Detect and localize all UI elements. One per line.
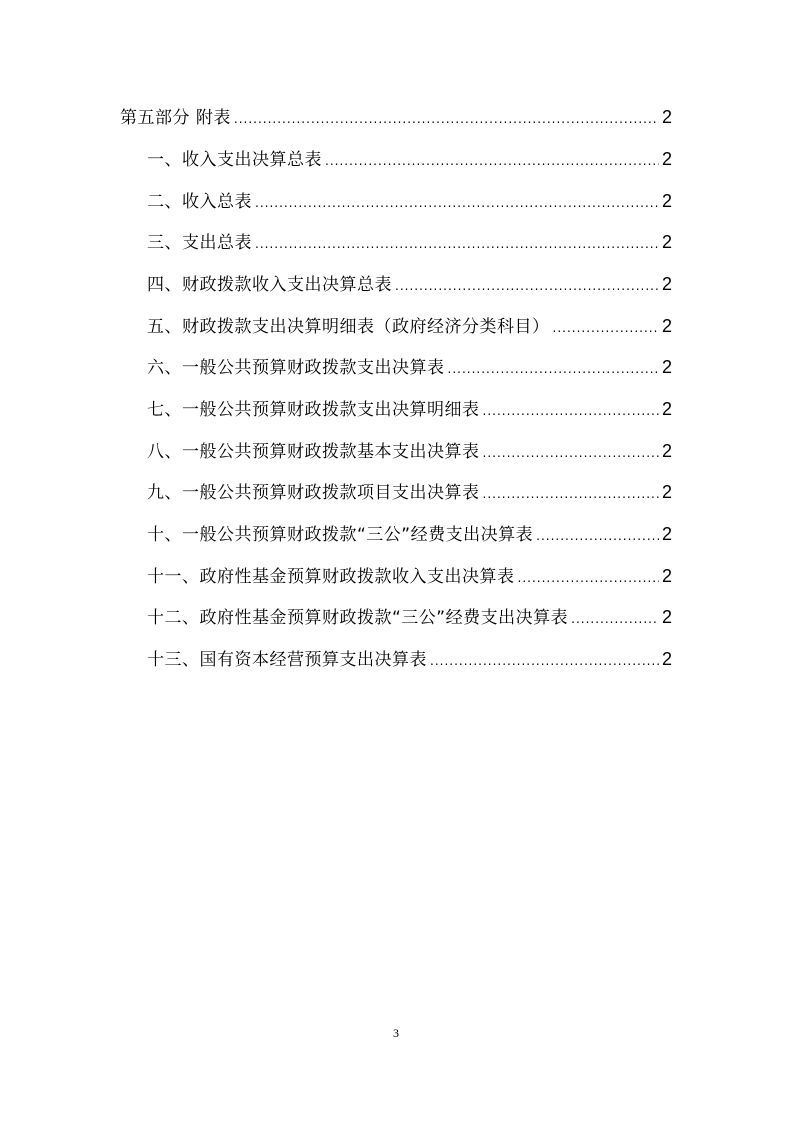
toc-dot-leader [483, 440, 659, 466]
page-number: 3 [393, 1026, 399, 1040]
toc-entry-label: 五、财政拨款支出决算明细表（政府经济分类科目） [147, 317, 550, 337]
toc-entry-page: 2 [661, 482, 672, 502]
toc-dot-leader [483, 398, 659, 424]
toc-entry-label: 十二、政府性基金预算财政拨款“三公”经费支出决算表 [147, 608, 569, 628]
toc-entry-page: 2 [661, 316, 672, 336]
toc-entry-page: 2 [661, 399, 672, 419]
toc-entry-page: 2 [661, 232, 672, 252]
toc-dot-leader [255, 190, 659, 216]
toc-entry-13[interactable] [147, 646, 672, 672]
toc-entry-5[interactable] [147, 313, 672, 339]
toc-entry-9[interactable] [147, 479, 672, 505]
toc-entry-part-five[interactable] [120, 104, 672, 130]
toc-entry-6[interactable] [147, 354, 672, 380]
toc-dot-leader [448, 356, 659, 382]
toc-entry-3[interactable] [147, 229, 672, 255]
toc-dot-leader [430, 648, 659, 674]
toc-entry-label: 十三、国有资本经营预算支出决算表 [147, 650, 427, 670]
toc-entry-1[interactable] [147, 146, 672, 172]
toc-entry-label: 十一、政府性基金预算财政拨款收入支出决算表 [147, 567, 515, 587]
toc-entry-page: 2 [661, 607, 672, 627]
toc-dot-leader [518, 565, 659, 591]
toc-entry-page: 2 [661, 566, 672, 586]
toc-entry-label: 第五部分 附表 [120, 108, 231, 128]
toc-dot-leader [483, 481, 659, 507]
toc-dot-leader [395, 273, 659, 299]
toc-entry-page: 2 [661, 649, 672, 669]
toc-entry-label: 二、收入总表 [147, 192, 252, 212]
toc-dot-leader [571, 606, 659, 632]
toc-entry-page: 2 [661, 524, 672, 544]
toc-dot-leader [553, 315, 659, 341]
toc-entry-12[interactable] [147, 604, 672, 630]
toc-entry-page: 2 [661, 107, 672, 127]
toc-entry-11[interactable] [147, 563, 672, 589]
toc-entry-label: 六、一般公共预算财政拨款支出决算表 [147, 358, 445, 378]
toc-entry-page: 2 [661, 191, 672, 211]
toc-entry-page: 2 [661, 149, 672, 169]
toc-entry-label: 一、收入支出决算总表 [147, 150, 322, 170]
toc-dot-leader [255, 231, 659, 257]
toc-entry-2[interactable] [147, 188, 672, 214]
toc-entry-page: 2 [661, 441, 672, 461]
toc-dot-leader [234, 106, 659, 132]
toc-entry-label: 七、一般公共预算财政拨款支出决算明细表 [147, 400, 480, 420]
toc-entry-label: 八、一般公共预算财政拨款基本支出决算表 [147, 442, 480, 462]
toc-entry-label: 九、一般公共预算财政拨款项目支出决算表 [147, 483, 480, 503]
toc-entry-page: 2 [661, 357, 672, 377]
toc-entry-page: 2 [661, 274, 672, 294]
toc-entry-label: 四、财政拨款收入支出决算总表 [147, 275, 392, 295]
toc-entry-10[interactable] [147, 521, 672, 547]
toc-entry-label: 十、一般公共预算财政拨款“三公”经费支出决算表 [147, 525, 534, 545]
toc-dot-leader [536, 523, 659, 549]
toc-entry-8[interactable] [147, 438, 672, 464]
toc-entry-label: 三、支出总表 [147, 233, 252, 253]
toc-entry-7[interactable] [147, 396, 672, 422]
toc-dot-leader [325, 148, 659, 174]
toc-entry-4[interactable] [147, 271, 672, 297]
